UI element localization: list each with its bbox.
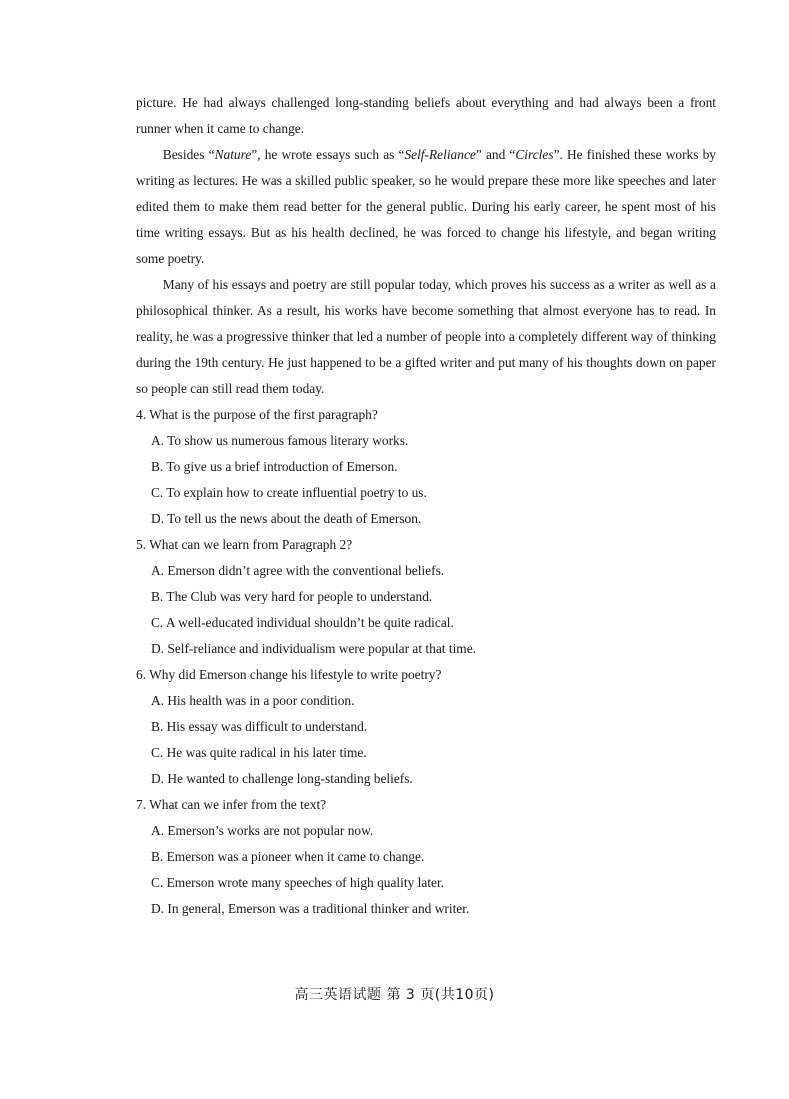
option-b: B. Emerson was a pioneer when it came to change. bbox=[151, 849, 425, 864]
p2-rest: ”. He finished these works by writing as lectures. He was a skilled public speaker, so he would prepare these more like speeches and later edited them to make them read better for the general public. During his early career, he spent most of his time writing essays. But as his health declined, he was forced to change his lifestyle, and began writing some poetry. bbox=[136, 147, 716, 266]
option-a: A. His health was in a poor condition. bbox=[151, 693, 355, 708]
option-d: D. To tell us the news about the death of Emerson. bbox=[151, 511, 422, 526]
p2-mid1: ”, he wrote essays such as “ bbox=[251, 147, 405, 162]
question-5 bbox=[136, 532, 716, 662]
option-a: A. Emerson didn’t agree with the conventional beliefs. bbox=[151, 563, 445, 578]
option-c: C. A well-educated individual shouldn’t be quite radical. bbox=[151, 615, 454, 630]
question-stem: 5. What can we learn from Paragraph 2? bbox=[136, 537, 353, 552]
option-c: C. Emerson wrote many speeches of high quality later. bbox=[151, 875, 445, 890]
question-6 bbox=[136, 662, 716, 792]
question-7 bbox=[136, 792, 716, 922]
option-b: B. His essay was difficult to understand. bbox=[151, 719, 368, 734]
option-b: B. The Club was very hard for people to understand. bbox=[151, 589, 433, 604]
question-4 bbox=[136, 402, 716, 532]
page-footer: 高三英语试题 第 3 页(共10页) bbox=[294, 987, 495, 1003]
page-content bbox=[136, 90, 716, 922]
paragraph-1-continuation: picture. He had always challenged long-standing beliefs about everything and had always been a front runner when it came to change. bbox=[136, 95, 716, 136]
option-d: D. Self-reliance and individualism were popular at that time. bbox=[151, 641, 476, 656]
option-d: D. He wanted to challenge long-standing beliefs. bbox=[151, 771, 413, 786]
title-circles: Circles bbox=[515, 147, 554, 162]
option-c: C. He was quite radical in his later time. bbox=[151, 745, 367, 760]
title-nature: Nature bbox=[214, 147, 252, 162]
p2-lead: Besides “ bbox=[162, 147, 215, 162]
option-b: B. To give us a brief introduction of Emerson. bbox=[151, 459, 398, 474]
question-stem: 6. Why did Emerson change his lifestyle to write poetry? bbox=[136, 667, 442, 682]
option-c: C. To explain how to create influential poetry to us. bbox=[151, 485, 427, 500]
option-a: A. To show us numerous famous literary works. bbox=[151, 433, 409, 448]
p2-mid2: ” and “ bbox=[475, 147, 516, 162]
option-a: A. Emerson’s works are not popular now. bbox=[151, 823, 374, 838]
question-stem: 4. What is the purpose of the first paragraph? bbox=[136, 407, 378, 422]
option-d: D. In general, Emerson was a traditional thinker and writer. bbox=[151, 901, 470, 916]
question-stem: 7. What can we infer from the text? bbox=[136, 797, 327, 812]
paragraph-2 bbox=[136, 142, 716, 272]
paragraph-3: Many of his essays and poetry are still popular today, which proves his success as a writer as well as a philosophical thinker. As a result, his works have become something that almost everyone has to read. In reality, he was a progressive thinker that led a number of people into a completely different way of thinking during the 19th century. He just happened to be a gifted writer and put many of his thoughts down on paper so people can still read them today. bbox=[136, 277, 716, 396]
title-self-reliance: Self-Reliance bbox=[404, 147, 476, 162]
